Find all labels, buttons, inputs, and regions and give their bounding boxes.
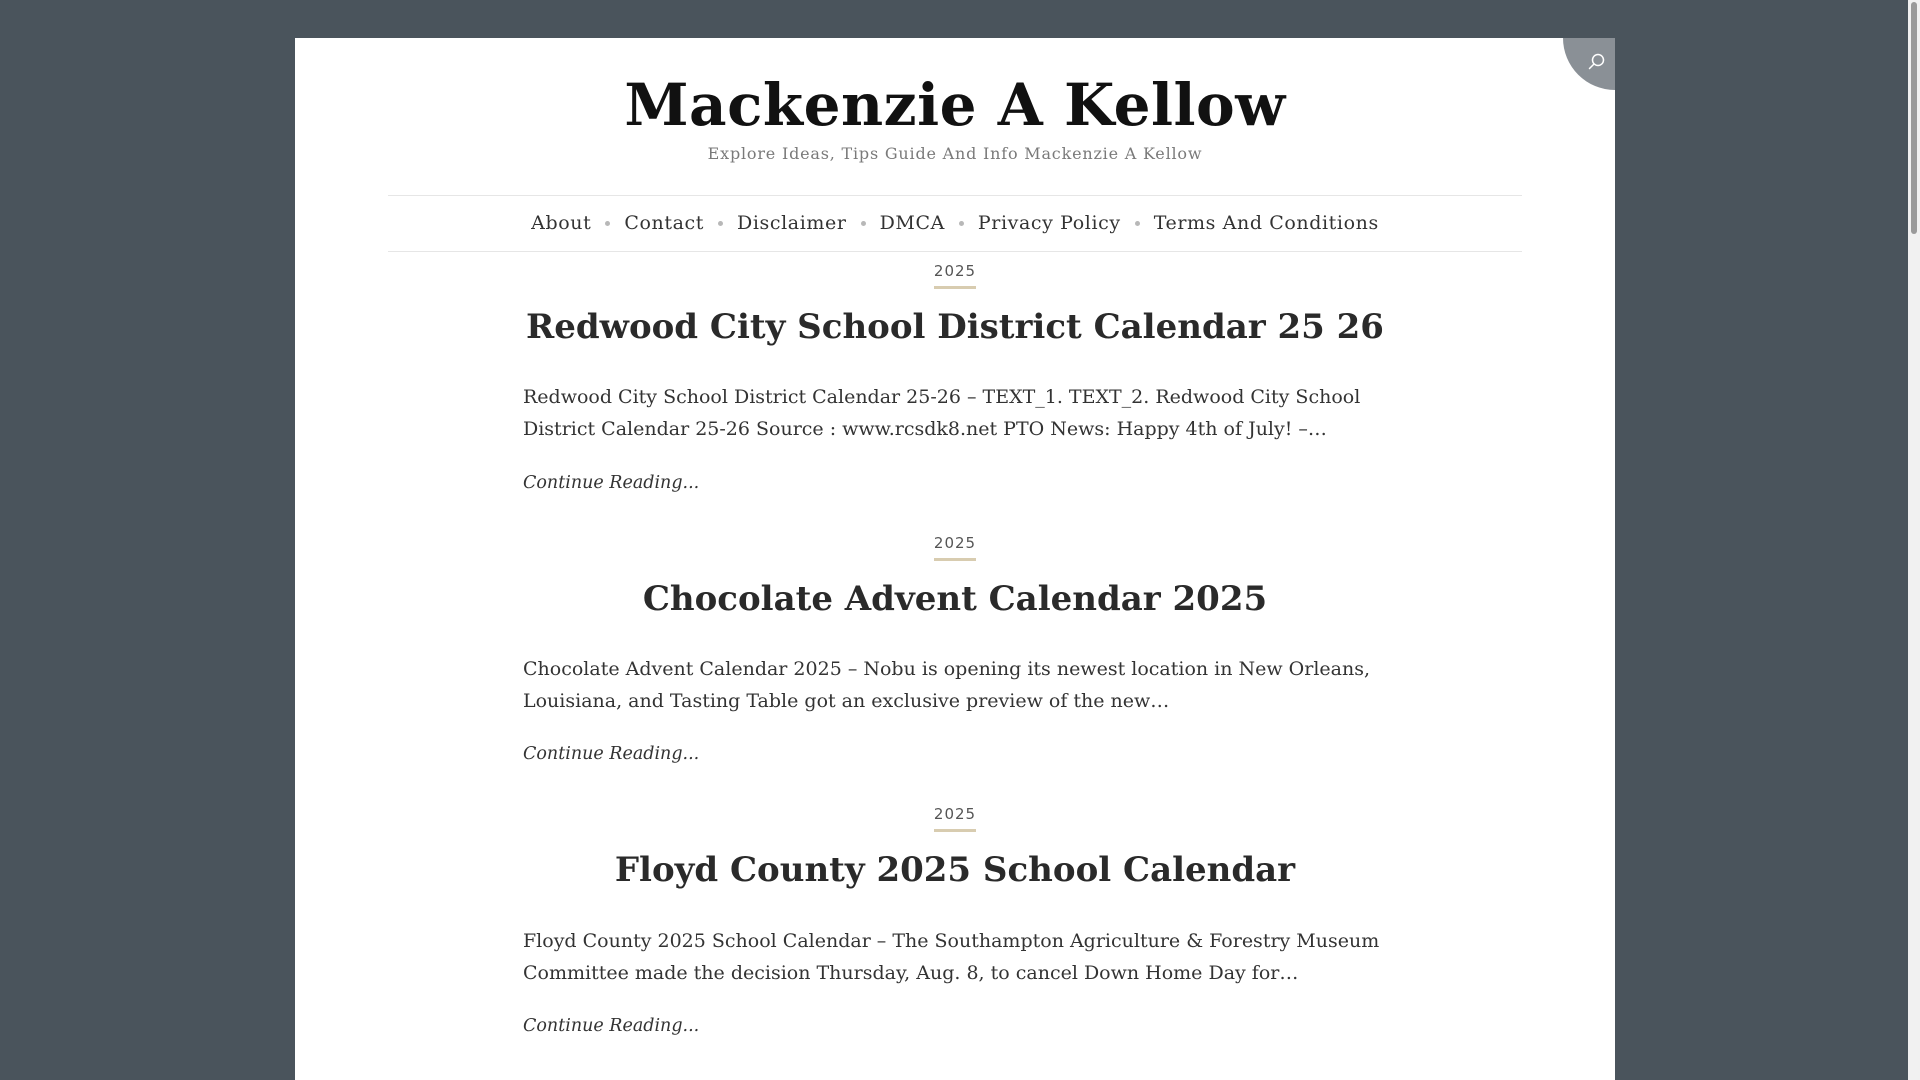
post-item xyxy=(523,524,1387,765)
nav-separator xyxy=(605,221,610,226)
post-year-link[interactable]: 2025 xyxy=(934,534,976,561)
post-year-link[interactable]: 2025 xyxy=(934,262,976,289)
nav-item-terms-and-conditions[interactable]: Terms And Conditions xyxy=(1153,212,1379,235)
scrollbar-thumb[interactable] xyxy=(1911,2,1917,234)
site-header xyxy=(295,38,1615,163)
nav-separator xyxy=(959,221,964,226)
post-list xyxy=(523,252,1387,1036)
search-icon xyxy=(1588,53,1606,71)
page-container xyxy=(295,38,1615,1080)
nav-item-contact[interactable]: Contact xyxy=(624,212,705,235)
scrollbar[interactable] xyxy=(1908,0,1920,1080)
main-nav xyxy=(388,195,1522,252)
post-excerpt: Floyd County 2025 School Calendar – The Southampton Agriculture & Forestry Museum Committee made the decision Thursday, Aug. 8, to cancel Down Home Day for… xyxy=(523,929,1380,984)
nav-separator xyxy=(1135,221,1140,226)
nav-item-disclaimer[interactable]: Disclaimer xyxy=(737,212,847,235)
post-item xyxy=(523,795,1387,1036)
nav-item-about[interactable]: About xyxy=(531,212,592,235)
site-title[interactable]: Mackenzie A Kellow xyxy=(624,71,1286,139)
post-title[interactable]: Floyd County 2025 School Calendar xyxy=(614,850,1296,891)
post-item xyxy=(523,252,1387,493)
continue-reading-link[interactable]: Continue Reading... xyxy=(523,1016,700,1037)
continue-reading-link[interactable]: Continue Reading... xyxy=(523,744,700,765)
post-year-link[interactable]: 2025 xyxy=(934,805,976,832)
site-description: Explore Ideas, Tips Guide And Info Mackenzie A Kellow xyxy=(707,143,1203,163)
nav-item-dmca[interactable]: DMCA xyxy=(879,212,945,235)
post-title[interactable]: Chocolate Advent Calendar 2025 xyxy=(642,578,1268,619)
post-excerpt: Redwood City School District Calendar 25-26 – TEXT_1. TEXT_2. Redwood City School District Calendar 25-26 Source : www.rcsdk8.net PTO News: Happy 4th of July! –… xyxy=(523,385,1361,441)
nav-separator xyxy=(718,221,723,226)
continue-reading-link[interactable]: Continue Reading... xyxy=(523,472,700,493)
post-title[interactable]: Redwood City School District Calendar 25 26 xyxy=(526,306,1384,347)
post-excerpt: Chocolate Advent Calendar 2025 – Nobu is opening its newest location in New Orleans, Louisiana, and Tasting Table got an exclusive preview of the new… xyxy=(523,657,1371,713)
nav-item-privacy-policy[interactable]: Privacy Policy xyxy=(977,212,1121,235)
nav-separator xyxy=(861,221,866,226)
